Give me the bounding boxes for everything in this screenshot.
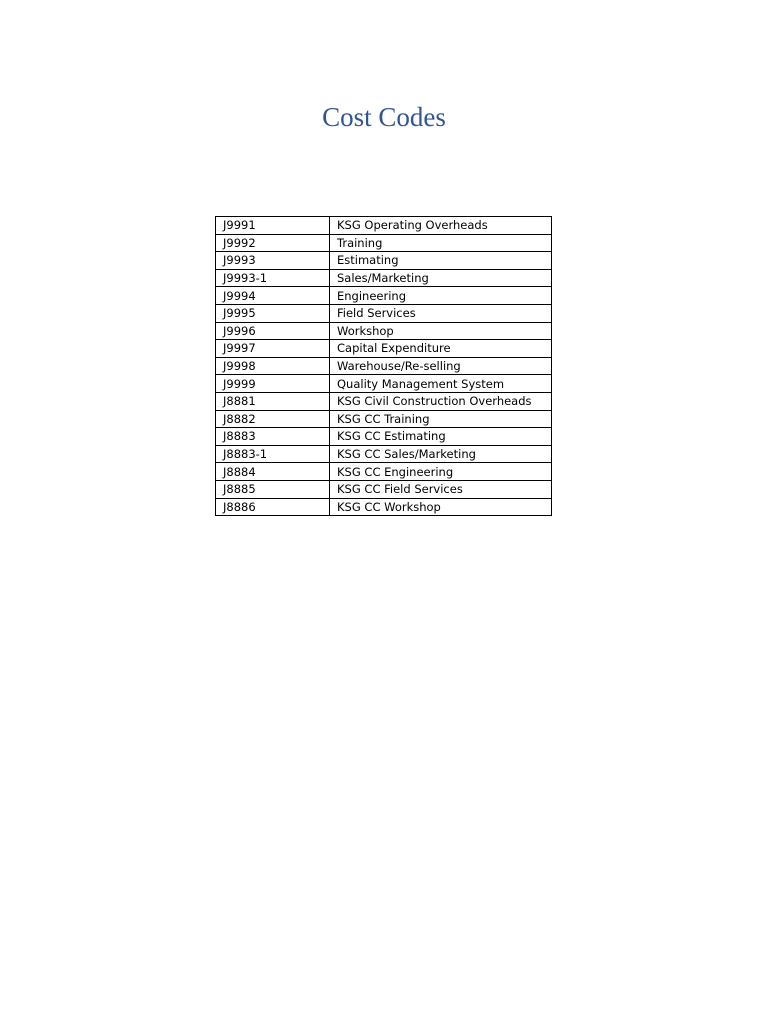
cost-code-cell: J8884	[216, 463, 330, 481]
cost-code-cell: J8882	[216, 410, 330, 428]
table-row	[216, 410, 552, 428]
table-row	[216, 463, 552, 481]
cost-code-cell: J9996	[216, 322, 330, 340]
table-row	[216, 269, 552, 287]
cost-code-cell: J9995	[216, 304, 330, 322]
description-cell: Training	[330, 234, 552, 252]
table-row	[216, 322, 552, 340]
table-row	[216, 498, 552, 516]
table-row	[216, 217, 552, 235]
cost-code-cell: J9991	[216, 217, 330, 235]
description-cell: KSG Civil Construction Overheads	[330, 392, 552, 410]
cost-code-cell: J9997	[216, 340, 330, 358]
table-row	[216, 234, 552, 252]
description-cell: KSG CC Field Services	[330, 480, 552, 498]
description-cell: Capital Expenditure	[330, 340, 552, 358]
description-cell: Workshop	[330, 322, 552, 340]
description-cell: KSG CC Workshop	[330, 498, 552, 516]
table-row	[216, 375, 552, 393]
cost-code-cell: J9993-1	[216, 269, 330, 287]
description-cell: KSG Operating Overheads	[330, 217, 552, 235]
cost-code-cell: J8883	[216, 428, 330, 446]
table-row	[216, 480, 552, 498]
cost-code-cell: J8881	[216, 392, 330, 410]
cost-codes-table-body	[216, 217, 552, 516]
cost-code-cell: J9993	[216, 252, 330, 270]
description-cell: Warehouse/Re-selling	[330, 357, 552, 375]
cost-code-cell: J8883-1	[216, 445, 330, 463]
description-cell: Quality Management System	[330, 375, 552, 393]
table-row	[216, 252, 552, 270]
cost-code-cell: J9994	[216, 287, 330, 305]
page-title: Cost Codes	[322, 102, 446, 132]
description-cell: Field Services	[330, 304, 552, 322]
table-row	[216, 445, 552, 463]
table-row	[216, 428, 552, 446]
description-cell: Engineering	[330, 287, 552, 305]
table-row	[216, 357, 552, 375]
description-cell: KSG CC Engineering	[330, 463, 552, 481]
table-row	[216, 392, 552, 410]
description-cell: KSG CC Estimating	[330, 428, 552, 446]
cost-codes-table	[215, 216, 552, 516]
table-row	[216, 304, 552, 322]
description-cell: KSG CC Sales/Marketing	[330, 445, 552, 463]
table-row	[216, 287, 552, 305]
cost-code-cell: J8886	[216, 498, 330, 516]
table-row	[216, 340, 552, 358]
cost-code-cell: J9998	[216, 357, 330, 375]
description-cell: Estimating	[330, 252, 552, 270]
cost-code-cell: J9992	[216, 234, 330, 252]
cost-code-cell: J8885	[216, 480, 330, 498]
description-cell: Sales/Marketing	[330, 269, 552, 287]
description-cell: KSG CC Training	[330, 410, 552, 428]
cost-code-cell: J9999	[216, 375, 330, 393]
